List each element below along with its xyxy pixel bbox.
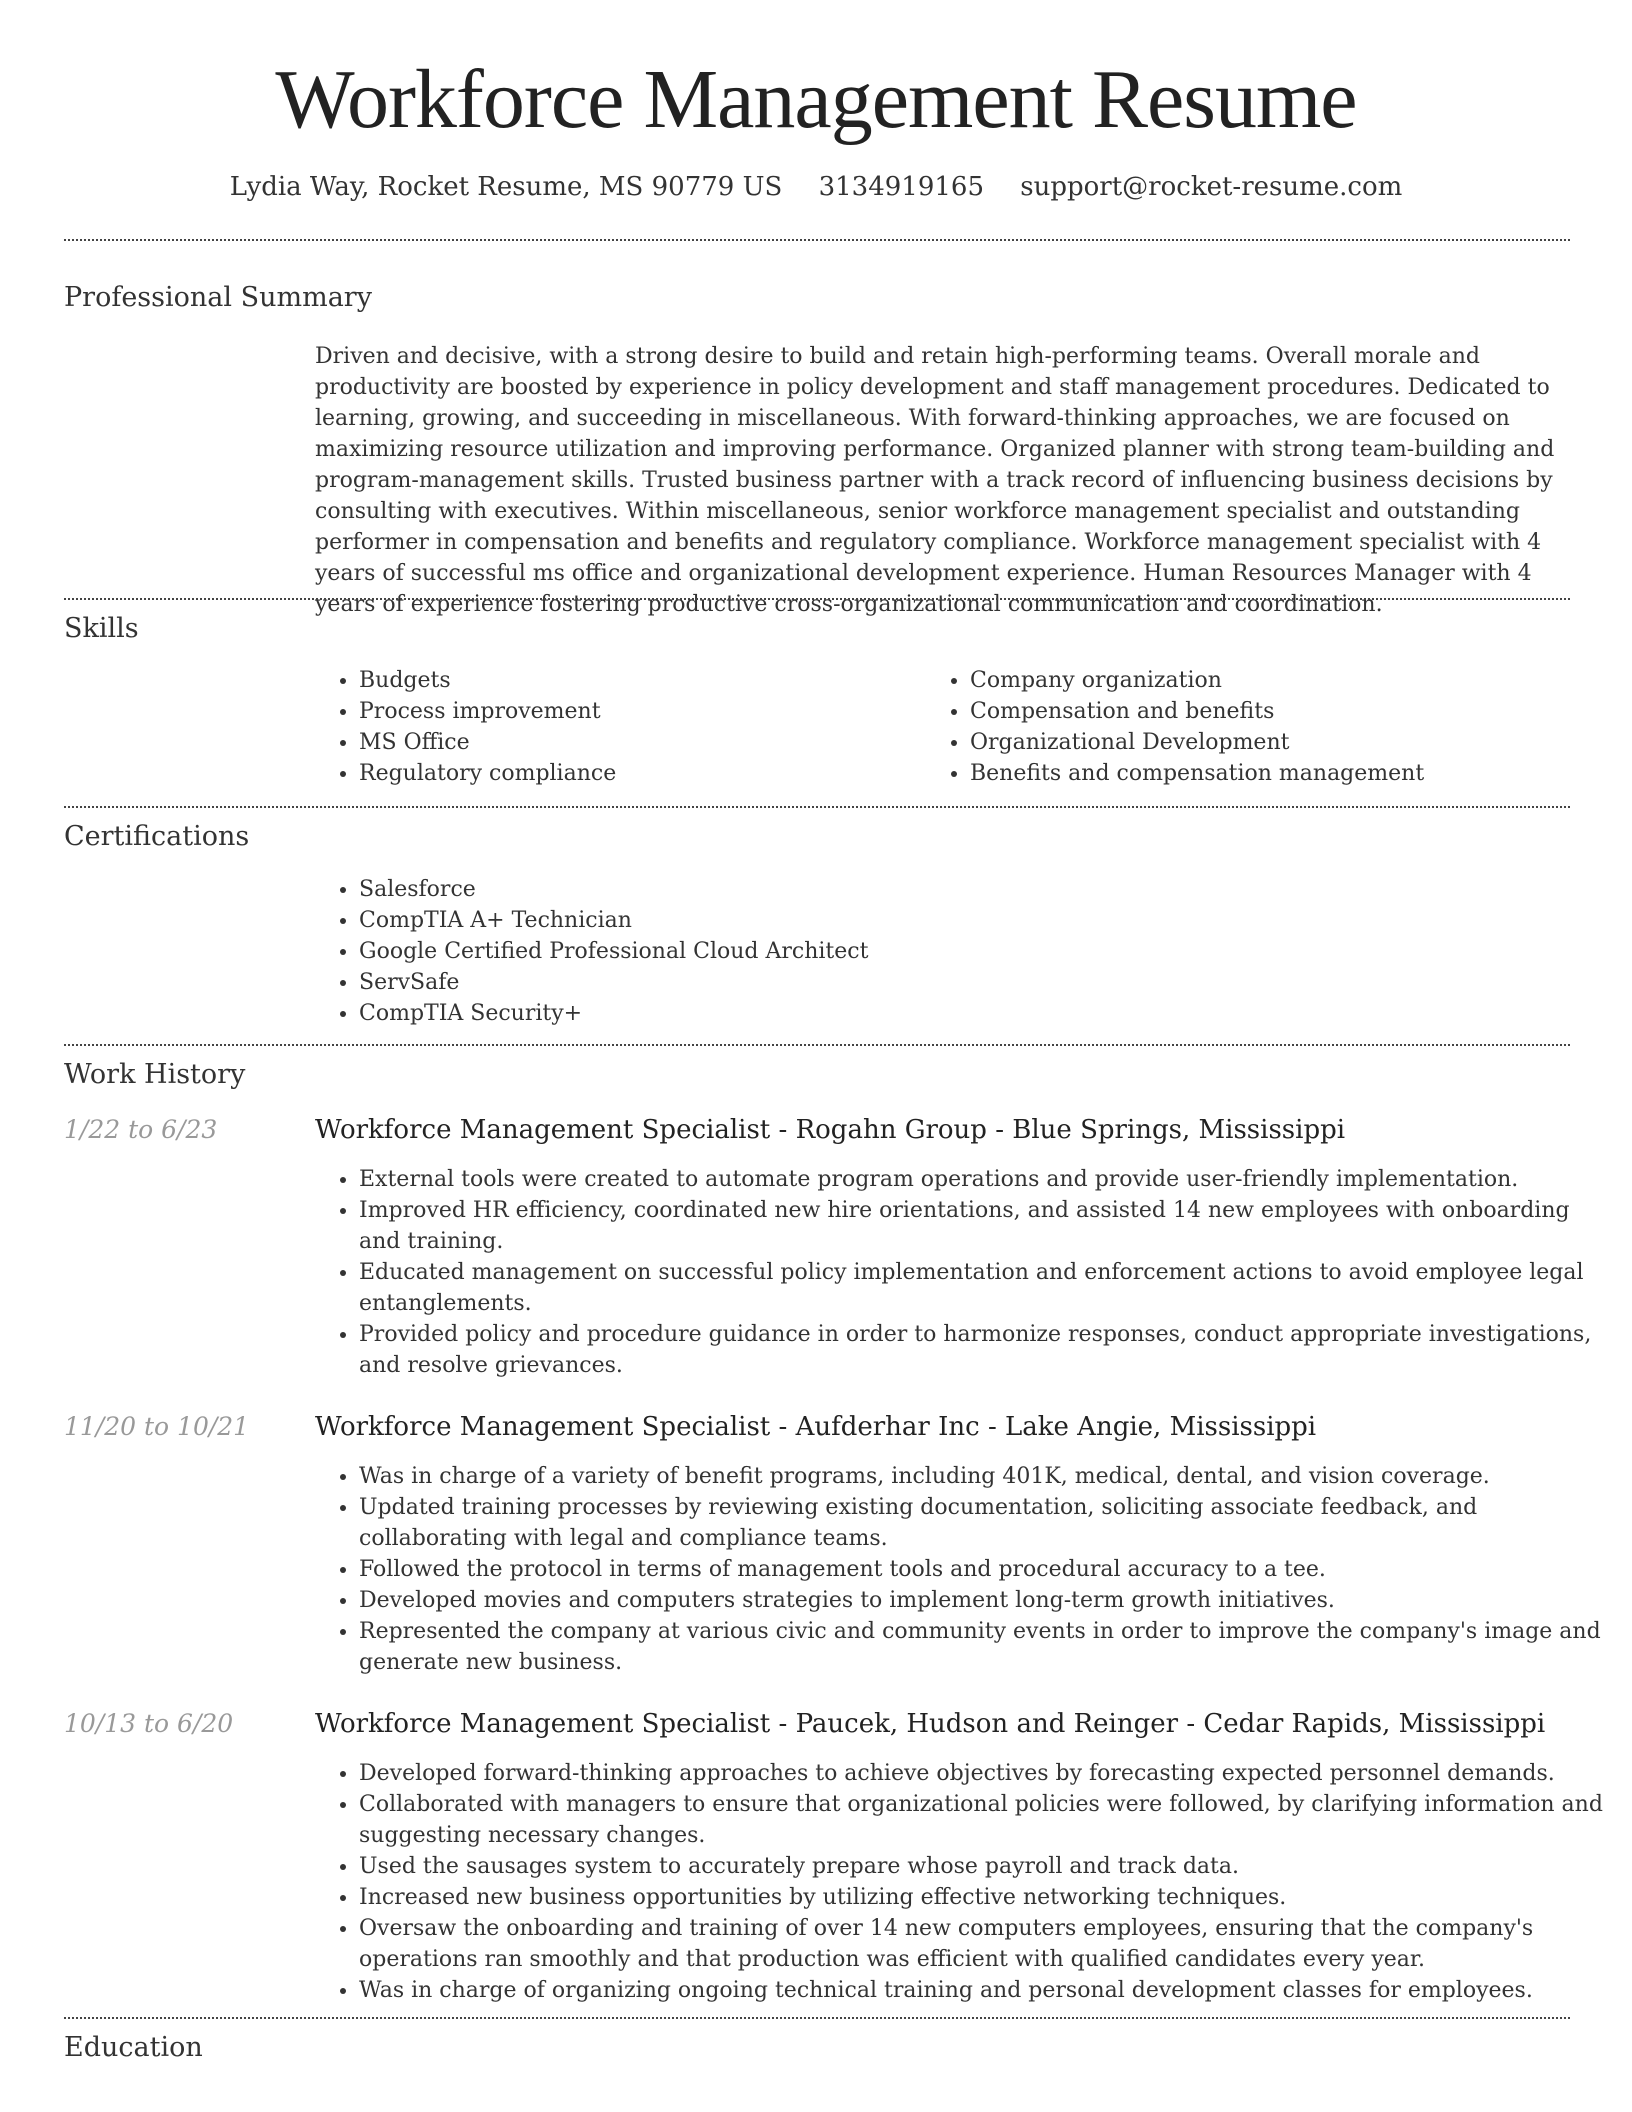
list-item: • Used the sausages system to accurately prepare whose payroll and track data. bbox=[359, 1851, 1615, 1882]
list-item: • CompTIA A+ Technician bbox=[359, 905, 1559, 936]
job-title: Workforce Management Specialist - Paucek, Hudson and Reinger - Cedar Rapids, Mississippi bbox=[315, 1709, 1546, 1739]
education-heading: Education bbox=[64, 2032, 203, 2063]
job-bullets bbox=[315, 1164, 1615, 1381]
list-item: • MS Office bbox=[359, 727, 919, 758]
summary-heading: Professional Summary bbox=[64, 282, 372, 313]
section-divider bbox=[64, 598, 1570, 600]
list-item: • CompTIA Security+ bbox=[359, 998, 1559, 1029]
list-item: • ServSafe bbox=[359, 967, 1559, 998]
job-dates: 10/13 to 6/20 bbox=[64, 1709, 234, 1738]
contact-phone: 3134919165 bbox=[818, 172, 985, 202]
list-item: • Was in charge of organizing ongoing technical training and personal development classes for employees. bbox=[359, 1975, 1615, 2006]
skills-heading: Skills bbox=[64, 613, 139, 644]
list-item: • Google Certified Professional Cloud Architect bbox=[359, 936, 1559, 967]
list-item: • Process improvement bbox=[359, 696, 919, 727]
job-dates: 11/20 to 10/21 bbox=[64, 1412, 250, 1441]
certifications-list bbox=[315, 874, 1559, 1029]
work-history-heading: Work History bbox=[64, 1059, 246, 1090]
list-item: • Collaborated with managers to ensure that organizational policies were followed, by clarifying information and suggesting necessary changes. bbox=[359, 1789, 1615, 1851]
section-divider bbox=[64, 2017, 1570, 2019]
summary-text: Driven and decisive, with a strong desire to build and retain high-performing teams. Overall morale and productivity are boosted by experience in policy development and staff management procedures. Dedicated to learning, growing, and succeeding in miscellaneous. With forward-thinking approaches, we are focused on maximizing resource utilization and improving performance. Organized planner with strong team-building and program-management skills. Trusted business partner with a track record of influencing business decisions by consulting with executives. Within miscellaneous, senior workforce management specialist and outstanding performer in compensation and benefits and regulatory compliance. Workforce management specialist with 4 years of successful ms office and organizational development experience. Human Resources Manager with 4 years of experience fostering productive cross-organizational communication and coordination. bbox=[315, 344, 1555, 617]
list-item: • Increased new business opportunities by utilizing effective networking techniques. bbox=[359, 1882, 1615, 1913]
section-divider bbox=[64, 1044, 1570, 1046]
section-divider bbox=[64, 239, 1570, 241]
skills-list-left bbox=[315, 665, 919, 789]
certifications-heading: Certifications bbox=[64, 821, 250, 852]
list-item: • Oversaw the onboarding and training of over 14 new computers employees, ensuring that the company's operations ran smoothly and that production was efficient with qualified candidates every year. bbox=[359, 1913, 1615, 1975]
list-item: • Represented the company at various civic and community events in order to improve the company's image and generate new business. bbox=[359, 1616, 1615, 1678]
skills-list-right bbox=[926, 665, 1610, 789]
contact-line bbox=[0, 170, 1632, 204]
list-item: • Provided policy and procedure guidance in order to harmonize responses, conduct appropriate investigations, and resolve grievances. bbox=[359, 1319, 1615, 1381]
list-item: • Benefits and compensation management bbox=[970, 758, 1610, 789]
section-divider bbox=[64, 806, 1570, 808]
list-item: • Company organization bbox=[970, 665, 1610, 696]
list-item: • Educated management on successful policy implementation and enforcement actions to avoid employee legal entanglements. bbox=[359, 1257, 1615, 1319]
contact-address: Lydia Way, Rocket Resume, MS 90779 US bbox=[229, 172, 783, 202]
contact-email: support@rocket-resume.com bbox=[1020, 172, 1403, 202]
list-item: • Salesforce bbox=[359, 874, 1559, 905]
list-item: • Organizational Development bbox=[970, 727, 1610, 758]
list-item: • Followed the protocol in terms of management tools and procedural accuracy to a tee. bbox=[359, 1554, 1615, 1585]
job-bullets bbox=[315, 1461, 1615, 1678]
list-item: • Updated training processes by reviewing existing documentation, soliciting associate feedback, and collaborating with legal and compliance teams. bbox=[359, 1492, 1615, 1554]
list-item: • Compensation and benefits bbox=[970, 696, 1610, 727]
resume-title: Workforce Management Resume bbox=[275, 53, 1357, 146]
job-bullets bbox=[315, 1758, 1615, 2006]
list-item: • Budgets bbox=[359, 665, 919, 696]
job-dates: 1/22 to 6/23 bbox=[64, 1115, 218, 1144]
list-item: • Was in charge of a variety of benefit programs, including 401K, medical, dental, and vision coverage. bbox=[359, 1461, 1615, 1492]
list-item: • External tools were created to automate program operations and provide user-friendly implementation. bbox=[359, 1164, 1615, 1195]
list-item: • Regulatory compliance bbox=[359, 758, 919, 789]
list-item: • Developed movies and computers strategies to implement long-term growth initiatives. bbox=[359, 1585, 1615, 1616]
job-title: Workforce Management Specialist - Rogahn Group - Blue Springs, Mississippi bbox=[315, 1115, 1346, 1145]
list-item: • Improved HR efficiency, coordinated new hire orientations, and assisted 14 new employees with onboarding and training. bbox=[359, 1195, 1615, 1257]
job-title: Workforce Management Specialist - Aufderhar Inc - Lake Angie, Mississippi bbox=[315, 1412, 1317, 1442]
list-item: • Developed forward-thinking approaches to achieve objectives by forecasting expected personnel demands. bbox=[359, 1758, 1615, 1789]
